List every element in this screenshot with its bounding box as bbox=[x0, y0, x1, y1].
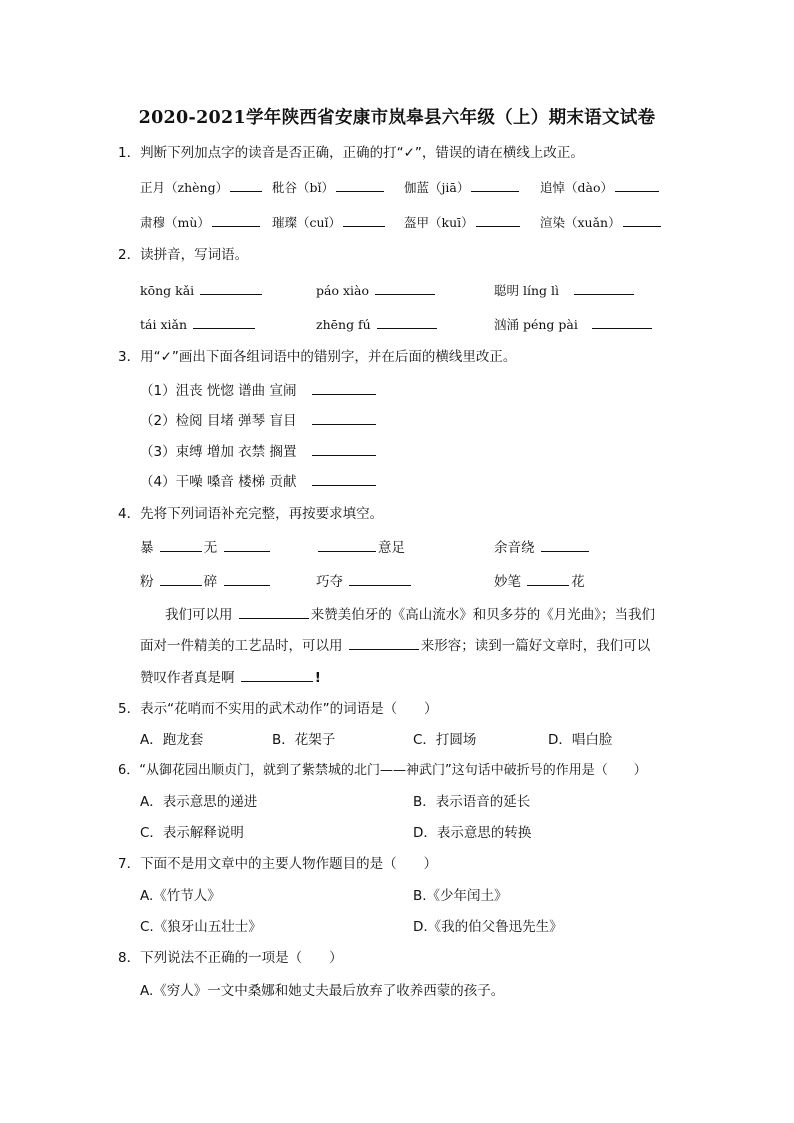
q2-item: zhēng fú bbox=[316, 314, 439, 335]
q6-option-a[interactable]: A．表示意思的递进 bbox=[140, 794, 258, 810]
q8-stem: 8．下列说法不正确的一项是（ ） bbox=[118, 950, 343, 966]
q4-idiom: 意足 bbox=[316, 537, 405, 558]
answer-blank[interactable] bbox=[241, 667, 313, 682]
q1-item: 渲染（xuǎn） bbox=[540, 212, 663, 233]
q4-idiom: 余音绕 bbox=[494, 537, 591, 558]
answer-blank[interactable] bbox=[318, 537, 376, 552]
q4-idiom: 暴 无 bbox=[140, 537, 272, 558]
q3-item: （3）束缚 增加 衣禁 搁置 bbox=[140, 441, 378, 462]
q7-option-a[interactable]: A.《竹节人》 bbox=[140, 888, 221, 904]
answer-blank[interactable] bbox=[615, 177, 659, 192]
q2-item: 汹涌 péng pài bbox=[494, 314, 654, 335]
answer-blank[interactable] bbox=[312, 471, 376, 486]
answer-blank[interactable] bbox=[476, 212, 520, 227]
q8-option-a[interactable]: A.《穷人》一文中桑娜和她丈夫最后放弃了收养西蒙的孩子。 bbox=[140, 983, 505, 999]
answer-blank[interactable] bbox=[377, 314, 437, 329]
q2-item: kōng kǎi bbox=[140, 280, 264, 301]
q2-item: tái xiǎn bbox=[140, 314, 257, 335]
q6-option-d[interactable]: D．表示意思的转换 bbox=[413, 825, 532, 841]
answer-blank[interactable] bbox=[312, 380, 376, 395]
q5-option-d[interactable]: D．唱白脸 bbox=[548, 732, 613, 748]
q1-item: 伽蓝（jiā） bbox=[404, 177, 521, 198]
answer-blank[interactable] bbox=[239, 604, 309, 619]
q6-option-c[interactable]: C．表示解释说明 bbox=[140, 825, 244, 841]
answer-blank[interactable] bbox=[312, 410, 376, 425]
answer-blank[interactable] bbox=[224, 571, 270, 586]
q4-paragraph-line: 面对一件精美的工艺品时，可以用 来形容；读到一篇好文章时，我们可以 bbox=[140, 635, 650, 656]
q1-item: 追悼（dào） bbox=[540, 177, 661, 198]
answer-blank[interactable] bbox=[160, 537, 202, 552]
q4-idiom: 粉 碎 bbox=[140, 571, 272, 592]
q5-option-a[interactable]: A．跑龙套 bbox=[140, 732, 204, 748]
q3-item: （4）干噪 嗓音 楼梯 贡献 bbox=[140, 471, 378, 492]
answer-blank[interactable] bbox=[527, 571, 569, 586]
q4-paragraph-line: 赞叹作者真是啊 ! bbox=[140, 667, 321, 688]
answer-blank[interactable] bbox=[592, 314, 652, 329]
answer-blank[interactable] bbox=[471, 177, 519, 192]
q1-stem: 1．判断下列加点字的读音是否正确，正确的打“✓”，错误的请在横线上改正。 bbox=[118, 145, 584, 161]
answer-blank[interactable] bbox=[349, 635, 419, 650]
q5-stem: 5．表示“花哨而不实用的武术动作”的词语是（ ） bbox=[118, 701, 438, 717]
q1-item: 秕谷（bǐ） bbox=[272, 177, 386, 198]
q1-item: 盔甲（kuī） bbox=[404, 212, 522, 233]
answer-blank[interactable] bbox=[574, 280, 634, 295]
answer-blank[interactable] bbox=[230, 177, 262, 192]
q7-option-d[interactable]: D.《我的伯父鲁迅先生》 bbox=[413, 919, 563, 935]
answer-blank[interactable] bbox=[312, 441, 376, 456]
answer-blank[interactable] bbox=[160, 571, 202, 586]
q2-item: páo xiào bbox=[316, 280, 437, 301]
q4-idiom: 巧夺 bbox=[316, 571, 413, 592]
q1-item: 正月（zhèng） bbox=[140, 177, 264, 198]
answer-blank[interactable] bbox=[200, 280, 262, 295]
q5-option-c[interactable]: C．打圆场 bbox=[413, 732, 477, 748]
answer-blank[interactable] bbox=[541, 537, 589, 552]
answer-blank[interactable] bbox=[343, 212, 385, 227]
q4-idiom: 妙笔 花 bbox=[494, 571, 585, 592]
q7-option-b[interactable]: B.《少年闰土》 bbox=[413, 888, 508, 904]
q7-stem: 7．下面不是用文章中的主要人物作题目的是（ ） bbox=[118, 856, 438, 872]
answer-blank[interactable] bbox=[224, 537, 270, 552]
answer-blank[interactable] bbox=[623, 212, 661, 227]
answer-blank[interactable] bbox=[212, 212, 260, 227]
answer-blank[interactable] bbox=[349, 571, 411, 586]
q4-paragraph-line: 我们可以用 来赞美伯牙的《高山流水》和贝多芬的《月光曲》；当我们 bbox=[165, 604, 655, 625]
answer-blank[interactable] bbox=[193, 314, 255, 329]
page-title: 2020-2021学年陕西省安康市岚皋县六年级（上）期末语文试卷 bbox=[138, 108, 656, 128]
answer-blank[interactable] bbox=[336, 177, 384, 192]
q2-stem: 2．读拼音，写词语。 bbox=[118, 247, 249, 263]
q5-option-b[interactable]: B．花架子 bbox=[272, 732, 336, 748]
answer-blank[interactable] bbox=[375, 280, 435, 295]
q3-stem: 3．用“✓”画出下面各组词语中的错别字，并在后面的横线里改正。 bbox=[118, 349, 517, 365]
q4-stem: 4．先将下列词语补充完整，再按要求填空。 bbox=[118, 506, 384, 522]
q7-option-c[interactable]: C.《狼牙山五壮士》 bbox=[140, 919, 262, 935]
q2-item: 聪明 líng lì bbox=[494, 280, 636, 301]
q1-item: 肃穆（mù） bbox=[140, 212, 262, 233]
q3-item: （1）沮丧 恍惚 谱曲 宣闹 bbox=[140, 380, 378, 401]
q6-option-b[interactable]: B．表示语音的延长 bbox=[413, 794, 531, 810]
q3-item: （2）检阅 目堵 弹琴 盲目 bbox=[140, 410, 378, 431]
q6-stem: 6．“从御花园出顺贞门，就到了紫禁城的北门——神武门”这句话中破折号的作用是（ ） bbox=[118, 763, 647, 778]
q1-item: 璀璨（cuǐ） bbox=[272, 212, 387, 233]
